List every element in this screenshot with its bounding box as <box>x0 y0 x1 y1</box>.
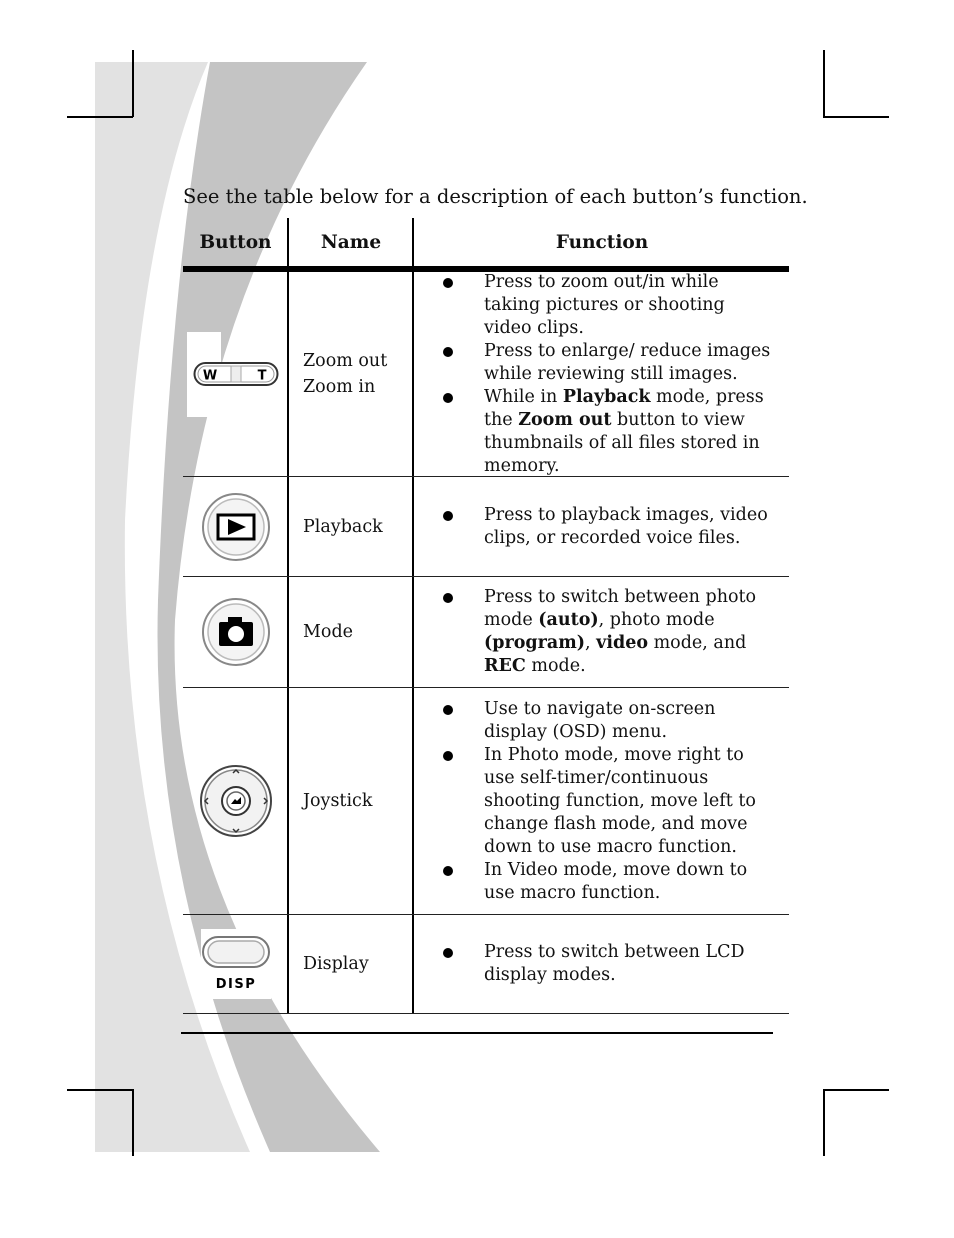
function-text: While in <box>484 386 563 407</box>
row-name-joystick <box>303 688 411 914</box>
zoom-wt-button-icon <box>183 272 288 476</box>
function-emphasis: REC <box>484 656 526 676</box>
name-line: Zoom in <box>303 377 376 397</box>
bullet-dot-icon <box>443 511 453 521</box>
function-text: Press to switch between photo mode <box>484 587 757 630</box>
function-text: , photo mode <box>598 610 715 630</box>
function-text: mode. <box>525 656 586 676</box>
name-line: Mode <box>303 622 354 642</box>
header-name: Name <box>320 231 382 253</box>
function-bullet-item <box>414 941 789 987</box>
bullet-dot-icon <box>443 347 453 357</box>
bullet-dot-icon <box>443 866 453 876</box>
function-text: Press to switch between LCD display modes. <box>484 942 745 985</box>
function-bullet-item <box>414 386 789 478</box>
disp-label: DISP <box>215 977 256 992</box>
function-emphasis: Zoom out <box>518 409 612 430</box>
disp-button-icon <box>183 915 288 1013</box>
row-divider <box>183 1013 789 1014</box>
function-emphasis: (program) <box>484 633 586 653</box>
function-bullet-item <box>414 744 789 859</box>
row-name-display <box>303 915 411 1013</box>
function-emphasis: (auto) <box>538 610 599 630</box>
intro-text: See the table below for a description of each button’s function. <box>183 185 808 208</box>
bullet-dot-icon <box>443 278 453 288</box>
bullet-dot-icon <box>443 393 453 403</box>
row-function-zoom <box>414 272 789 476</box>
row-function-playback <box>414 477 789 576</box>
name-line: Zoom out <box>303 351 388 371</box>
zoom-w-letter: W <box>202 368 217 384</box>
function-bullet-item <box>414 859 789 905</box>
name-line: Joystick <box>303 791 373 811</box>
function-bullet-item <box>414 586 789 678</box>
bullet-dot-icon <box>443 751 453 761</box>
header-function: Function <box>555 231 649 253</box>
playback-button-icon <box>183 477 288 576</box>
bottom-rule <box>181 1032 773 1034</box>
function-text: Press to enlarge/ reduce images while reviewing still images. <box>484 340 771 384</box>
function-text: In Photo mode, move right to use self-timer/continuous shooting function, move left to change flash mode, and move down to use macro function. <box>484 744 756 857</box>
name-line: Playback <box>303 516 383 537</box>
mode-camera-button-icon <box>183 577 288 687</box>
row-name-playback <box>303 477 411 576</box>
header-button: Button <box>199 231 272 253</box>
row-function-joystick <box>414 688 789 914</box>
joystick-icon <box>183 688 288 914</box>
bullet-dot-icon <box>443 705 453 715</box>
bullet-dot-icon <box>443 593 453 603</box>
function-text: mode, and <box>648 633 747 653</box>
function-emphasis: video <box>596 633 649 653</box>
function-text: In Video mode, move down to use macro function. <box>484 859 748 903</box>
function-bullet-item <box>414 271 789 340</box>
function-text: Press to playback images, video clips, or recorded voice files. <box>484 504 768 548</box>
function-bullet-item <box>414 698 789 744</box>
zoom-t-letter: T <box>257 368 266 384</box>
function-text: Press to zoom out/in while taking pictures or shooting video clips. <box>484 271 725 338</box>
function-bullet-item <box>414 340 789 386</box>
bullet-dot-icon <box>443 948 453 958</box>
name-line: Display <box>303 954 369 974</box>
function-text: , <box>585 633 597 653</box>
function-text: Use to navigate on-screen display (OSD) menu. <box>484 698 716 742</box>
function-bullet-item <box>414 504 789 550</box>
row-function-display <box>414 915 789 1013</box>
function-text: mode, press the <box>484 386 764 430</box>
function-text: button to view thumbnails of all files stored in memory. <box>484 409 760 476</box>
function-emphasis: Playback <box>562 386 651 407</box>
row-name-mode <box>303 577 411 687</box>
row-function-mode <box>414 577 789 687</box>
row-name-zoom <box>303 272 411 476</box>
